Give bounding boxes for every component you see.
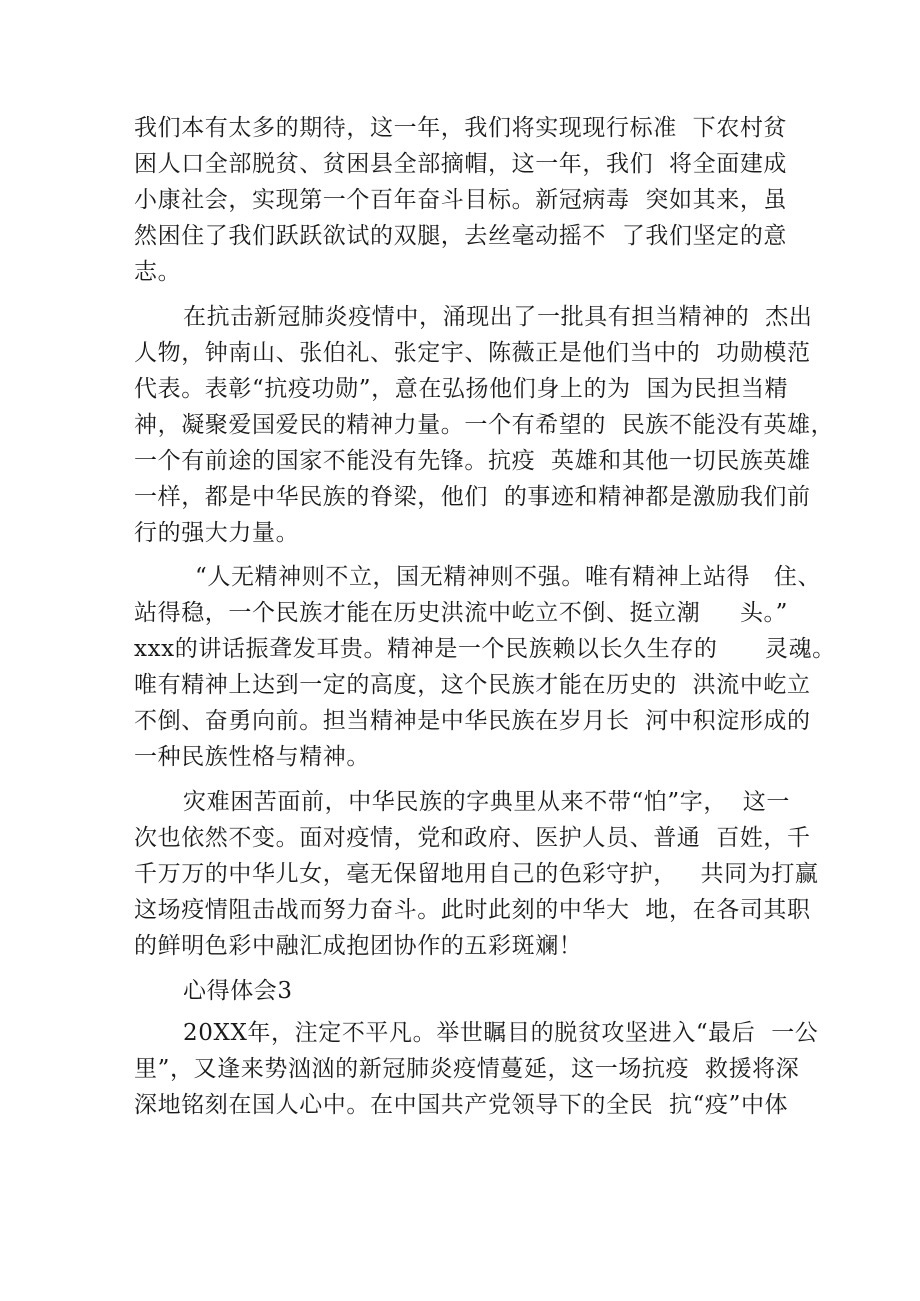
text-line: 站得稳，一个民族才能在历史洪流中屹立不倒、挺立潮 头。” xyxy=(134,600,789,626)
section-heading: 心得体会3 xyxy=(183,978,293,1004)
text-line: 困人口全部脱贫、贫困县全部摘帽，这一年，我们 将全面建成 xyxy=(134,151,788,177)
text-line: “人无精神则不立，国无精神则不强。唯有精神上站得 住、 xyxy=(195,564,822,590)
text-line: 我们本有太多的期待，这一年，我们将实现现行标准 下农村贫 xyxy=(134,115,788,141)
text-line: 千万万的中华儿女，毫无保留地用自己的色彩守护， 共同为打赢 xyxy=(134,861,819,887)
text-line: 一样，都是中华民族的脊梁，他们 的事迹和精神都是激励我们前 xyxy=(134,484,811,510)
text-line: 志。 xyxy=(134,259,182,285)
text-line: 然困住了我们跃跃欲试的双腿，去丝毫动摇不 了我们坚定的意 xyxy=(134,223,788,249)
text-line: xxx的讲话振聋发耳贵。精神是一个民族赖以长久生存的 灵魂。 xyxy=(134,636,836,662)
text-line: 的鲜明色彩中融汇成抱团协作的五彩斑斓！ xyxy=(134,933,583,959)
text-line: 代表。表彰“抗疫功勋”，意在弘扬他们身上的为 国为民担当精 xyxy=(134,376,789,402)
text-line: 次也依然不变。面对疫情，党和政府、医护人员、普通 百姓，千 xyxy=(134,825,811,851)
text-line: 一种民族性格与精神。 xyxy=(134,744,370,770)
text-line: 20XX年，注定不平凡。举世瞩目的脱贫攻坚进入“最后 一公 xyxy=(183,1020,819,1046)
text-line: 行的强大力量。 xyxy=(134,520,300,546)
text-line: 一个有前途的国家不能没有先锋。抗疫 英雄和其他一切民族英雄 xyxy=(134,448,811,474)
text-line: 唯有精神上达到一定的高度，这个民族才能在历史的 洪流中屹立 xyxy=(134,672,811,698)
text-line: 小康社会，实现第一个百年奋斗目标。新冠病毒 突如其来，虽 xyxy=(134,187,788,213)
text-line: 人物，钟南山、张伯礼、张定宇、陈薇正是他们当中的 功勋模范 xyxy=(134,340,811,366)
text-line: 在抗击新冠肺炎疫情中，涌现出了一批具有担当精神的 杰出 xyxy=(183,304,813,330)
text-line: 灾难困苦面前，中华民族的字典里从来不带“怕”字， 这一 xyxy=(183,789,790,815)
text-line: 不倒、奋勇向前。担当精神是中华民族在岁月长 河中积淀形成的 xyxy=(134,708,811,734)
text-line: 神，凝聚爱国爱民的精神力量。一个有希望的 民族不能没有英雄， xyxy=(134,412,835,438)
text-line: 深地铭刻在国人心中。在中国共产党领导下的全民 抗“疫”中体 xyxy=(134,1092,789,1118)
text-line: 这场疫情阻击战而努力奋斗。此时此刻的中华大 地，在各司其职 xyxy=(134,897,811,923)
text-line: 里”，又逢来势汹汹的新冠肺炎疫情蔓延，这一场抗疫 救援将深 xyxy=(134,1056,800,1082)
